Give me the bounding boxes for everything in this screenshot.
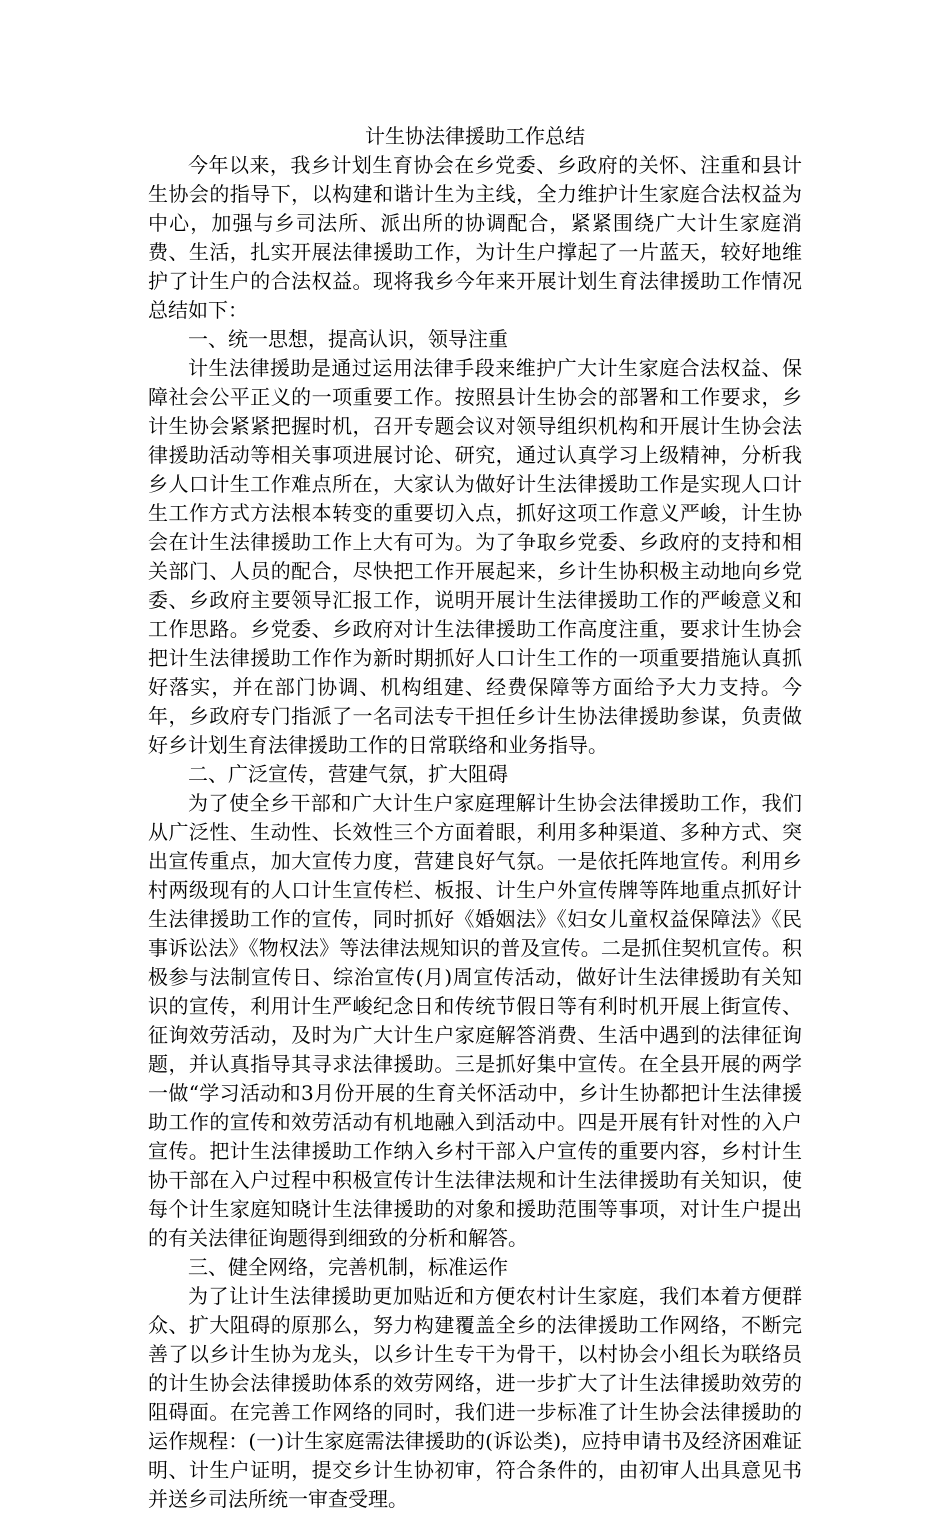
intro-paragraph: 今年以来，我乡计划生育协会在乡党委、乡政府的关怀、注重和县计生协会的指导下，以构建和谐计生为主线，全力维护计生家庭合法权益为中心，加强与乡司法所、派出所的协调配合，紧紧围绕广大计生家庭消费、生活，扎实开展法律援助工作，为计生户撑起了一片蓝天，较好地维护了计生户的合法权益。现将我乡今年来开展计划生育法律援助工作情况总结如下： [148, 153, 802, 322]
section-2-body: 为了使全乡干部和广大计生户家庭理解计生协会法律援助工作，我们从广泛性、生动性、长效性三个方面着眼，利用多种渠道、多种方式、突出宣传重点，加大宣传力度，营建良好气氛。一是依托阵地宣传。利用乡村两级现有的人口计生宣传栏、板报、计生户外宣传牌等阵地重点抓好计生法律援助工作的宣传，同时抓好《婚姻法》《妇女儿童权益保障法》《民事诉讼法》《物权法》等法律法规知识的普及宣传。二是抓住契机宣传。积极参与法制宣传日、综治宣传(月)周宣传活动，做好计生法律援助有关知识的宣传，利用计生严峻纪念日和传统节假日等有利时机开展上街宣传、征询效劳活动，及时为广大计生户家庭解答消费、生活中遇到的法律征询题，并认真指导其寻求法律援助。三是抓好集中宣传。在全县开展的两学一做“学习活动和3月份开展的生育关怀活动中，乡计生协都把计生法律援助工作的宣传和效劳活动有机地融入到活动中。四是开展有针对性的入户宣传。把计生法律援助工作纳入乡村干部入户宣传的重要内容，乡村计生协干部在入户过程中积极宣传计生法律法规和计生法律援助有关知识，使每个计生家庭知晓计生法律援助的对象和援助范围等事项，对计生户提出的有关法律征询题得到细致的分析和解答。 [148, 791, 802, 1250]
section-1-heading: 一、统一思想，提高认识，领导注重 [188, 327, 508, 351]
section-1-body: 计生法律援助是通过运用法律手段来维护广大计生家庭合法权益、保障社会公平正义的一项重要工作。按照县计生协会的部署和工作要求，乡计生协会紧紧把握时机，召开专题会议对领导组织机构和开展计生协会法律援助活动等相关事项进展讨论、研究，通过认真学习上级精神，分析我乡人口计生工作难点所在，大家认为做好计生法律援助工作是实现人口计生工作方式方法根本转变的重要切入点，抓好这项工作意义严峻，计生协会在计生法律援助工作上大有可为。为了争取乡党委、乡政府的支持和相关部门、人员的配合，尽快把工作开展起来，乡计生协积极主动地向乡党委、乡政府主要领导汇报工作，说明开展计生法律援助工作的严峻意义和工作思路。乡党委、乡政府对计生法律援助工作高度注重，要求计生协会把计生法律援助工作作为新时期抓好人口计生工作的一项重要措施认真抓好落实，并在部门协调、机构组建、经费保障等方面给予大力支持。今年，乡政府专门指派了一名司法专干担任乡计生协法律援助参谋，负责做好乡计划生育法律援助工作的日常联络和业务指导。 [148, 356, 802, 757]
section-3-body: 为了让计生法律援助更加贴近和方便农村计生家庭，我们本着方便群众、扩大阻碍的原那么，努力构建覆盖全乡的法律援助工作网络，不断完善了以乡计生协为龙头，以乡计生专干为骨干，以村协会小组长为联络员的计生协会法律援助体系的效劳网络，进一步扩大了计生法律援助效劳的阻碍面。在完善工作网络的同时，我们进一步标准了计生协会法律援助的运作规程：(一)计生家庭需法律援助的(诉讼类)，应持申请书及经济困难证明、计生户证明，提交乡计生协初审，符合条件的，由初审人出具意见书并送乡司法所统一审查受理。 [148, 1284, 802, 1511]
document-page [148, 122, 802, 1514]
section-2-heading: 二、广泛宣传，营建气氛，扩大阻碍 [188, 762, 508, 786]
section-3-heading: 三、健全网络，完善机制，标准运作 [188, 1255, 508, 1279]
document-title: 计生协法律援助工作总结 [365, 124, 585, 148]
